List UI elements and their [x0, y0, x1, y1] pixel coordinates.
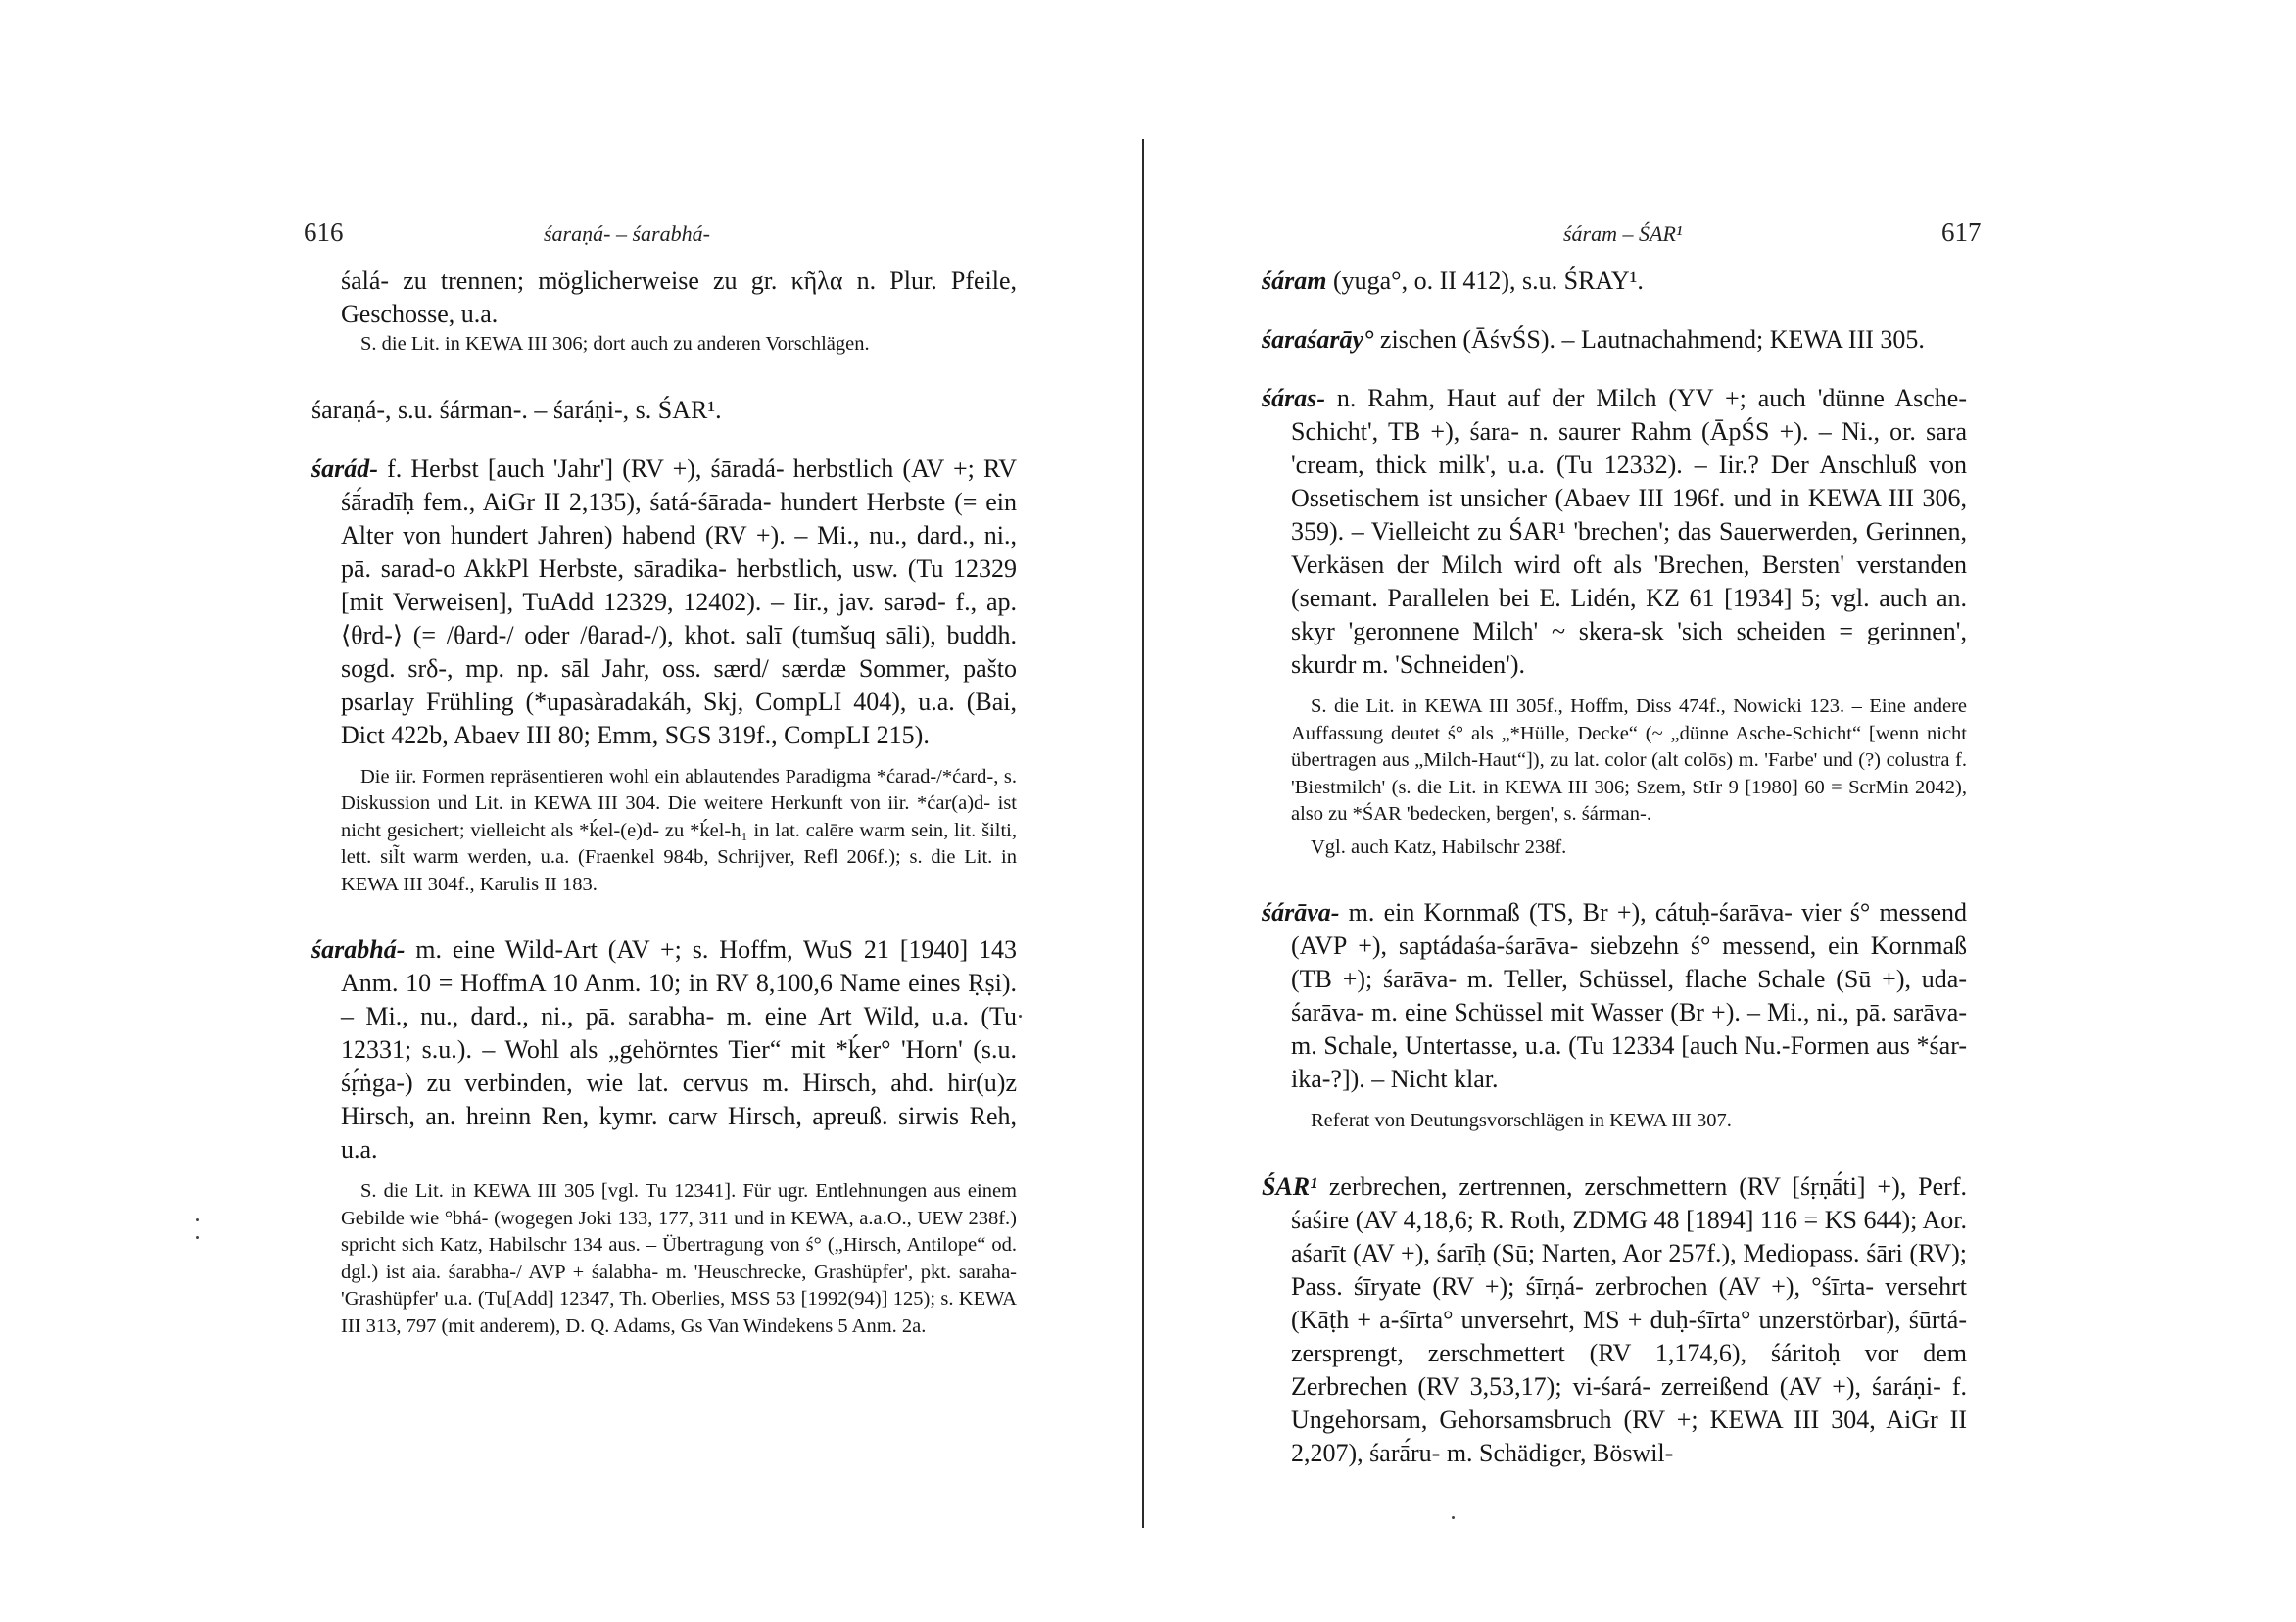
entry-sarad: [311, 453, 1017, 752]
page-number: 617: [1941, 217, 1982, 247]
footnote: S. die Lit. in KEWA III 306; dort auch zu anderen Vorschlägen.: [360, 333, 870, 355]
lemma-sarad: śarád-: [311, 453, 378, 483]
footnote: Die iir. Formen repräsentieren wohl ein ablautendes Paradigma *ćarad-/*ćard-, s. Diskussion und Lit. in KEWA III 304. Die weitere Herkunft von iir. *ćar(a)d- ist nicht gesichert; vielleicht als *ḱel-(e)d- zu *ḱel-h₁ in lat. calēre warm sein, lit. šilti, lett. sil̃t warm werden, u.a. (Fraenkel 984b, Schrijver, Refl 206f.); s. die Lit. in KEWA III 304f., Karulis II 183.: [341, 765, 1017, 895]
right-text-block: [1262, 264, 1967, 1496]
entry-saram: [1262, 264, 1967, 298]
entry-gram-label: f.: [387, 453, 403, 483]
page-number: 616: [304, 217, 344, 247]
entry-sarana: śaraṇá-, s.u. śárman-. – śaráṇi-, s. ŚAR¹.: [311, 395, 722, 424]
left-page: [0, 0, 1146, 1622]
running-head: śáram – ŚAR¹: [1563, 221, 1683, 246]
entry-saras: [1262, 382, 1967, 682]
entry-sarava: [1262, 896, 1967, 1096]
entry-body: zischen (ĀśvŚS). – Lautnachahmend; KEWA III 305.: [1373, 325, 1925, 354]
entry-body: n. Rahm, Haut auf der Milch (YV +; auch 'dünne Asche-Schicht', TB +), śara- n. saurer Rahm (ĀpŚS +). – Ni., or. sara 'cream, thick milk', u.a. (Tu 12332). – Iir.? Der Anschluß von Ossetischem ist unsicher (Abaev III 196f. und in KEWA III 306, 359). – Vielleicht zu ŚAR¹ 'brechen'; das Sauerwerden, Gerinnen, Verkäsen der Milch wird oft als 'Brechen, Bersten' verstanden (semant. Parallelen bei E. Lidén, KZ 61 [1934] 5; vgl. auch an. skyr 'geronnene Milch' ~ skera-sk 'sich scheiden = gerinnen', skurdr m. 'Schneiden').: [1291, 384, 1967, 679]
lemma-SAR: ŚAR¹: [1262, 1171, 1317, 1201]
right-page: [1146, 0, 2292, 1622]
entry-SAR: [1262, 1170, 1967, 1470]
footnote: S. die Lit. in KEWA III 305 [vgl. Tu 12341]. Für ugr. Entlehnungen aus einem Gebilde wie °bhá- (wogegen Joki 133, 177, 311 und in KEWA, a.a.O., UEW 238f.) spricht sich Katz, Habilschr 134 aus. – Übertragung von ś° („Hirsch, Antilope“ od. dgl.) ist aia. śarabha-/ AVP + śalabha- m. 'Heuschrecke, Grashüpfer', pkt. saraha- 'Grashüpfer' u.a. (Tu[Add] 12347, Th. Oberlies, MSS 53 [1992(94)] 125); s. KEWA III 313, 797 (mit anderem), D. Q. Adams, Gs Van Windekens 5 Anm. 2a.: [341, 1180, 1017, 1337]
lemma-saram: śáram: [1262, 266, 1327, 295]
entry-body: Herbst [auch 'Jahr'] (RV +), śāradá- herbstlich (AV +; RV śā́radīḥ fem., AiGr II 2,135), śatá-śārada- hundert Herbste (= ein Alter von hundert Jahren) habend (RV +). – Mi., nu., dard., ni., pā. sarad-o AkkPl Herbste, sāradika- herbstlich, usw. (Tu 12329 [mit Verweisen], TuAdd 12329, 12402). – Iir., jav. sarəd- f., ap. ⟨θrd-⟩ (= /θard-/ oder /θarad-/), khot. salī (tumšuq sāli), buddh. sogd. srδ-, mp. np. sāl Jahr, oss. særd/ særdæ Sommer, pašto psarlay Frühling (*upasàradakáh, Skj, CompLI 404), u.a. (Bai, Dict 422b, Abaev III 80; Emm, SGS 319f., CompLI 215).: [341, 453, 1018, 749]
left-text-block: [311, 264, 1017, 1375]
lemma-saras: śáras-: [1262, 384, 1326, 412]
entry-body: zerbrechen, zertrennen, zerschmettern (RV [śṛṇā́ti] +), Perf. śaśire (AV 4,18,6; R. Roth, ZDMG 48 [1894] 116 = KS 644); Aor. aśarīt (AV +), śarīḥ (Sū; Narten, Aor 257f.), Mediopass. śāri (RV); Pass. śīryate (RV +); śīrṇá- zerbrochen (AV +), °śīrta- versehrt (Kāṭh + a-śīrta° unversehrt, MS + duḥ-śīrta° unzerstörbar), śūrtá- zersprengt, zerschmettert (RV 1,174,6), śáritoḥ vor dem Zerbrechen (RV 3,53,17); vi-śará- zerreißend (AV +), śaráṇi- f. Ungehorsam, Gehorsamsbruch (RV +; KEWA III 304, AiGr II 2,207), śarā́ru- m. Schädiger, Böswil-: [1291, 1171, 1967, 1467]
footnote: Vgl. auch Katz, Habilschr 238f.: [1311, 835, 1567, 858]
entry-body: m. eine Wild-Art (AV +; s. Hoffm, WuS 21 [1940] 143 Anm. 10 = HoffmA 10 Anm. 10; in RV 8,100,6 Name eines Ṛṣi). – Mi., nu., dard., ni., pā. sarabha- m. eine Art Wild, u.a. (Tu 12331; s.u.). – Wohl als „gehörntes Tier“ mit *ḱer° 'Horn' (s.u. śṛ́ṅga-) zu verbinden, wie lat. cervus m. Hirsch, ahd. hir(u)z Hirsch, an. hreinn Ren, kymr. carw Hirsch, apreuß. sirwis Reh, u.a.: [341, 935, 1017, 1164]
lemma-sarasaray: śaraśarāy°: [1262, 325, 1374, 354]
running-head: śaraṇá- – śarabhá-: [544, 221, 710, 246]
entry-continuation: śalá- zu trennen; möglicherweise zu gr. κῆλα n. Plur. Pfeile, Geschosse, u.a.: [341, 266, 1017, 328]
entry-body: m. ein Kornmaß (TS, Br +), cátuḥ-śarāva- vier ś° messend (AVP +), saptádaśa-śarāva- siebzehn ś° messend, ein Kornmaß (TB +); śarāva- m. Teller, Schüssel, flache Schale (Sū +), uda-śarāva- m. eine Schüssel mit Wasser (Br +). – Mi., ni., pā. sarāva- m. Schale, Untertasse, u.a. (Tu 12334 [auch Nu.-Formen aus *śar-ika-?]). – Nicht klar.: [1291, 898, 1967, 1093]
entry-sarasaray: [1262, 323, 1967, 357]
lemma-sarava: śárāva-: [1262, 898, 1340, 927]
footnote: S. die Lit. in KEWA III 305f., Hoffm, Diss 474f., Nowicki 123. – Eine andere Auffassung deutet ś° als „*Hülle, Decke“ (~ „dünne Asche-Schicht“ [wenn nicht übertragen aus „Milch-Haut“]), zu lat. color (alt colōs) m. 'Farbe' und (?) colustra f. 'Biestmilch' (s. die Lit. in KEWA III 306; Szem, StIr 9 [1980] 60 = ScrMin 2042), also zu *ŚAR 'bedecken, bergen', s. śárman-.: [1291, 695, 1967, 825]
entry-sarabha: [311, 933, 1017, 1167]
footnote: Referat von Deutungsvorschlägen in KEWA III 307.: [1311, 1110, 1732, 1131]
entry-body: (yuga°, o. II 412), s.u. ŚRAY¹.: [1326, 266, 1644, 295]
lemma-sarabha: śarabhá-: [311, 935, 406, 964]
